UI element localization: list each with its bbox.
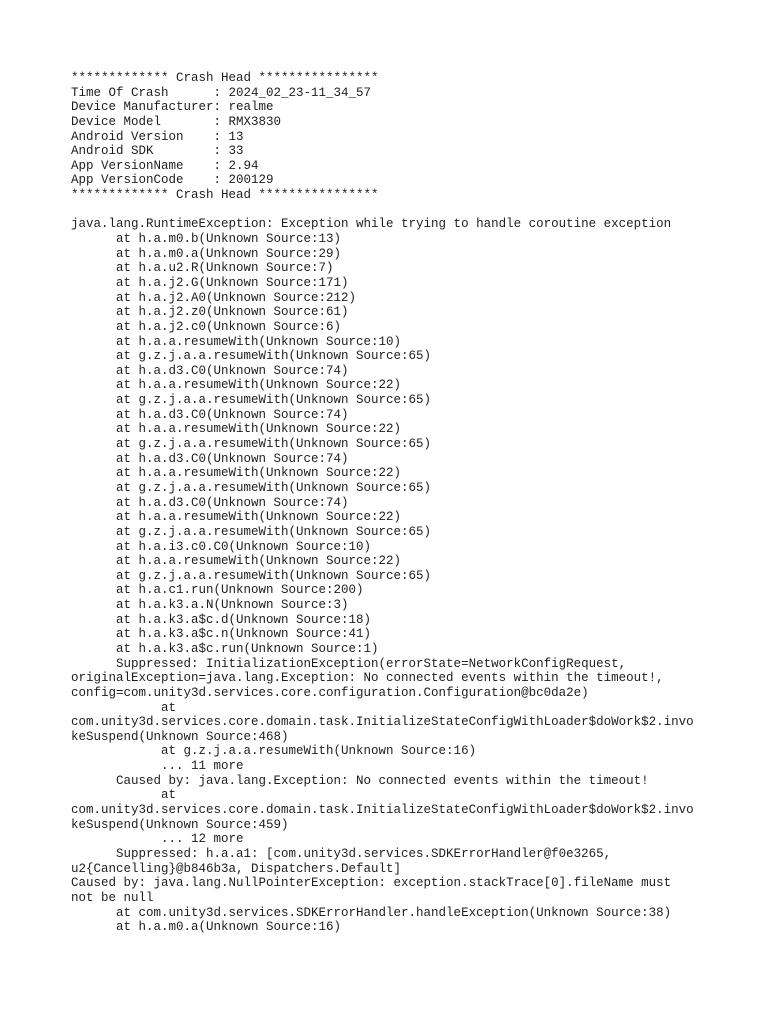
stack-trace-line: at h.a.k3.a$c.run(Unknown Source:1) — [71, 641, 379, 656]
crash-head-line: ************* Crash Head **************** — [71, 71, 379, 85]
stack-trace-line: com.unity3d.services.core.domain.task.InitializeStateConfigWithLoader$doWork$2.invo — [71, 715, 694, 730]
stack-trace-line: at h.a.a.resumeWith(Unknown Source:22) — [71, 510, 402, 525]
stack-trace-line: config=com.unity3d.services.core.configuration.Configuration@bc0da2e) — [71, 685, 589, 700]
stack-trace-line: at h.a.m0.a(Unknown Source:16) — [71, 920, 342, 935]
stack-trace-line: at h.a.k3.a.N(Unknown Source:3) — [71, 598, 349, 613]
stack-trace-line: at h.a.d3.C0(Unknown Source:74) — [71, 451, 349, 466]
stack-trace-line: at h.a.m0.b(Unknown Source:13) — [71, 232, 342, 247]
stack-trace-line: at h.a.d3.C0(Unknown Source:74) — [71, 407, 349, 422]
crash-head-line: Time Of Crash : 2024_02_23-11_34_57 — [71, 85, 372, 100]
stack-trace-line: at h.a.a.resumeWith(Unknown Source:22) — [71, 422, 402, 437]
stack-trace-line: at h.a.j2.G(Unknown Source:171) — [71, 275, 349, 290]
stack-trace-line: at h.a.j2.A0(Unknown Source:212) — [71, 290, 357, 305]
stack-trace-line: Caused by: java.lang.Exception: No connected events within the timeout! — [71, 773, 649, 788]
stack-trace-line: at h.a.j2.c0(Unknown Source:6) — [71, 319, 342, 334]
stack-trace-line: keSuspend(Unknown Source:468) — [71, 729, 289, 744]
stack-trace-line: Caused by: java.lang.NullPointerException: exception.stackTrace[0].fileName must — [71, 876, 672, 891]
stack-trace-line: at h.a.a.resumeWith(Unknown Source:22) — [71, 378, 402, 393]
stack-trace-line: at h.a.k3.a$c.n(Unknown Source:41) — [71, 627, 372, 642]
stack-trace-line: com.unity3d.services.core.domain.task.InitializeStateConfigWithLoader$doWork$2.invo — [71, 803, 694, 818]
stack-trace-line: at h.a.m0.a(Unknown Source:29) — [71, 246, 342, 261]
crash-head-line: Android SDK : 33 — [71, 144, 244, 159]
crash-log-document — [71, 71, 694, 935]
stack-trace-line: at g.z.j.a.a.resumeWith(Unknown Source:65) — [71, 349, 432, 364]
stack-trace-line: keSuspend(Unknown Source:459) — [71, 817, 289, 832]
crash-head-line: Device Manufacturer: realme — [71, 100, 274, 115]
stack-trace-line: at g.z.j.a.a.resumeWith(Unknown Source:65) — [71, 437, 432, 452]
crash-head-line: Android Version : 13 — [71, 129, 244, 144]
stack-trace-line: at h.a.u2.R(Unknown Source:7) — [71, 261, 334, 276]
stack-trace-line: at h.a.d3.C0(Unknown Source:74) — [71, 363, 349, 378]
stack-trace-line: ... 12 more — [71, 832, 244, 847]
stack-trace-line: at h.a.a.resumeWith(Unknown Source:22) — [71, 554, 402, 569]
stack-trace-line: at — [71, 700, 177, 715]
stack-trace-line: at g.z.j.a.a.resumeWith(Unknown Source:65) — [71, 393, 432, 408]
stack-trace-line: at com.unity3d.services.SDKErrorHandler.handleException(Unknown Source:38) — [71, 905, 672, 920]
stack-trace-line: originalException=java.lang.Exception: No connected events within the timeout!, — [71, 671, 664, 686]
stack-trace-line: at h.a.d3.C0(Unknown Source:74) — [71, 495, 349, 510]
stack-trace-line: Suppressed: InitializationException(errorState=NetworkConfigRequest, — [71, 656, 627, 671]
stack-trace-line — [71, 203, 694, 218]
crash-head-line: Device Model : RMX3830 — [71, 114, 282, 129]
stack-trace-line: u2{Cancelling}@b846b3a, Dispatchers.Default] — [71, 861, 402, 876]
stack-trace-line: java.lang.RuntimeException: Exception while trying to handle coroutine exception — [71, 217, 672, 232]
stack-trace-line: at h.a.j2.z0(Unknown Source:61) — [71, 305, 349, 320]
stack-trace-line: at h.a.i3.c0.C0(Unknown Source:10) — [71, 539, 372, 554]
stack-trace-line: at h.a.a.resumeWith(Unknown Source:22) — [71, 466, 402, 481]
stack-trace-line: Suppressed: h.a.a1: [com.unity3d.services.SDKErrorHandler@f0e3265, — [71, 846, 612, 861]
stack-trace-line: ... 11 more — [71, 759, 244, 774]
stack-trace-line: at g.z.j.a.a.resumeWith(Unknown Source:65) — [71, 568, 432, 583]
crash-head-line: ************* Crash Head **************** — [71, 188, 379, 203]
stack-trace-line: not be null — [71, 890, 154, 905]
stack-trace-line: at h.a.c1.run(Unknown Source:200) — [71, 583, 364, 598]
stack-trace-line: at g.z.j.a.a.resumeWith(Unknown Source:65) — [71, 524, 432, 539]
stack-trace-line: at h.a.a.resumeWith(Unknown Source:10) — [71, 334, 402, 349]
stack-trace-line: at h.a.k3.a$c.d(Unknown Source:18) — [71, 612, 372, 627]
stack-trace-line: at g.z.j.a.a.resumeWith(Unknown Source:16) — [71, 744, 477, 759]
stack-trace-line: at — [71, 788, 177, 803]
crash-head-line: App VersionName : 2.94 — [71, 158, 259, 173]
stack-trace-line: at g.z.j.a.a.resumeWith(Unknown Source:65) — [71, 480, 432, 495]
crash-head-line: App VersionCode : 200129 — [71, 173, 274, 188]
